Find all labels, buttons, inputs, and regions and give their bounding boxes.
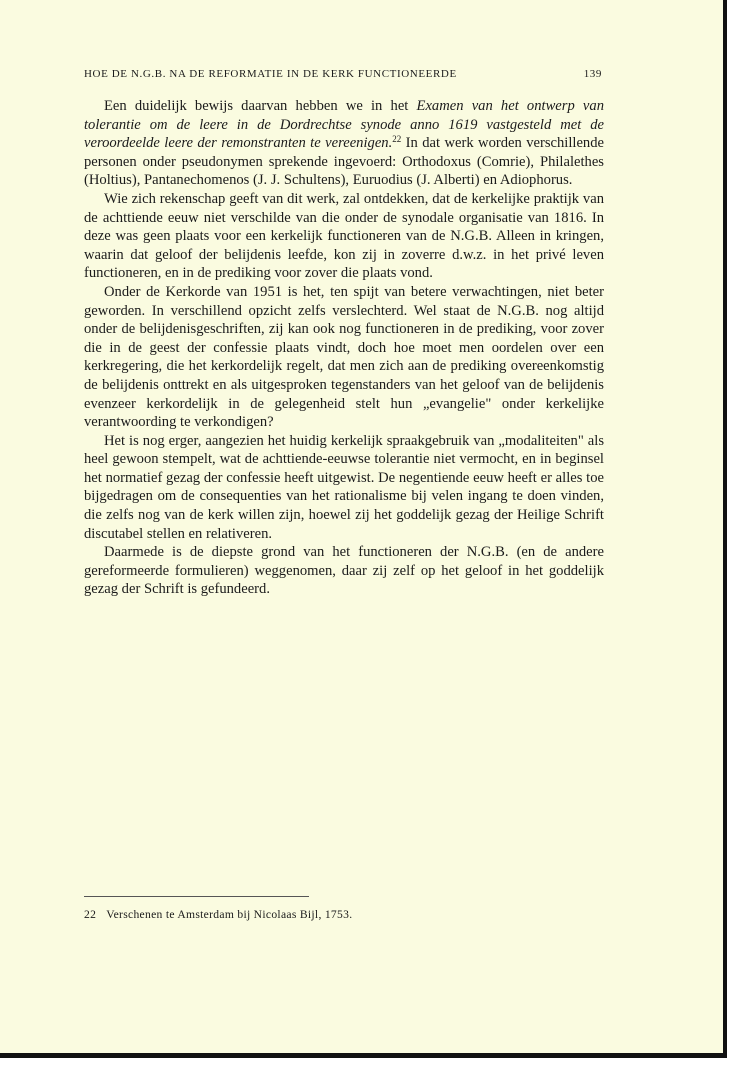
footnote-divider	[84, 896, 309, 897]
paragraph-3: Onder de Kerkorde van 1951 is het, ten spijt van betere verwachtingen, niet beter geworden. In verschillend opzicht zelfs verslechterd. Wel staat de N.G.B. nog altijd onder de belijdenisgeschriften, zij kan ook nog functioneren in de prediking, voor zover die in de geest der confessie plaats vindt, doch hoe moet men oordelen over een kerkregering, die het kerkordelijk regelt, dat men zich aan de prediking overeenkomstig de belijdenis onttrekt en als uitgesproken tegenstanders van het geloof van de belijdenis evenzeer kerkordelijk in de gelegenheid stelt hun „evangelie" onder kerkelijke verantwoording te verkondigen?	[84, 283, 604, 431]
running-title: HOE DE N.G.B. NA DE REFORMATIE IN DE KERK FUNCTIONEERDE	[84, 68, 457, 80]
footnote	[84, 908, 604, 921]
paragraph-5: Daarmede is de diepste grond van het functioneren der N.G.B. (en de andere gereformeerde formulieren) weggenomen, daar zij zelf op het geloof in het goddelijk gezag der Schrift is gefundeerd.	[84, 544, 604, 598]
footnote-reference[interactable]: 22	[392, 134, 402, 145]
body-text	[84, 97, 604, 599]
page-number: 139	[583, 68, 602, 80]
paragraph-1	[84, 97, 604, 190]
italic-book-title: Examen van het ontwerp van tolerantie om de leere in de Dordrechtse synode anno 1619 vastgesteld met de veroordeelde leere der remonstranten te vereenigen.	[84, 98, 605, 152]
footnote-number: 22	[84, 908, 97, 921]
footnote-text: Verschenen te Amsterdam bij Nicolaas Bijl, 1753.	[106, 908, 353, 921]
running-header	[84, 68, 602, 80]
paragraph-1-continuation: In dat werk worden verschillende personen onder pseudonymen sprekende ingevoerd: Orthodoxus (Comrie), Philalethes (Holtius), Pantanechomenos (J. J. Schultens), Euruodius (J. Alberti) en Adiophorus.	[84, 135, 604, 189]
paragraph-2: Wie zich rekenschap geeft van dit werk, zal ontdekken, dat de kerkelijke praktijk van de achttiende eeuw niet verschilde van die onder de synodale organisatie van 1816. In deze was geen plaats voor een kerkelijk functioneren van de N.G.B. Alleen in kringen, waarin dat geloof der belijdenis leefde, kon zij in zoverre d.w.z. in het privé leven functioneren, en in de prediking voor zover die plaats vond.	[84, 190, 604, 282]
paragraph-4: Het is nog erger, aangezien het huidig kerkelijk spraakgebruik van „modaliteiten" als heel gewoon stempelt, wat de achttiende-eeuwse tolerantie niet vermocht, en in beginsel het normatief gezag der confessie heeft uitgewist. De negentiende eeuw heeft er alles toe bijgedragen om de consequenties van het rationalisme bij velen ingang te doen vinden, die zelfs nog van de kerk willen zijn, hoewel zij het goddelijk gezag der Heilige Schrift discutabel stellen en relativeren.	[84, 432, 604, 542]
paragraph-1-text: Een duidelijk bewijs daarvan hebben we in het	[104, 98, 417, 114]
